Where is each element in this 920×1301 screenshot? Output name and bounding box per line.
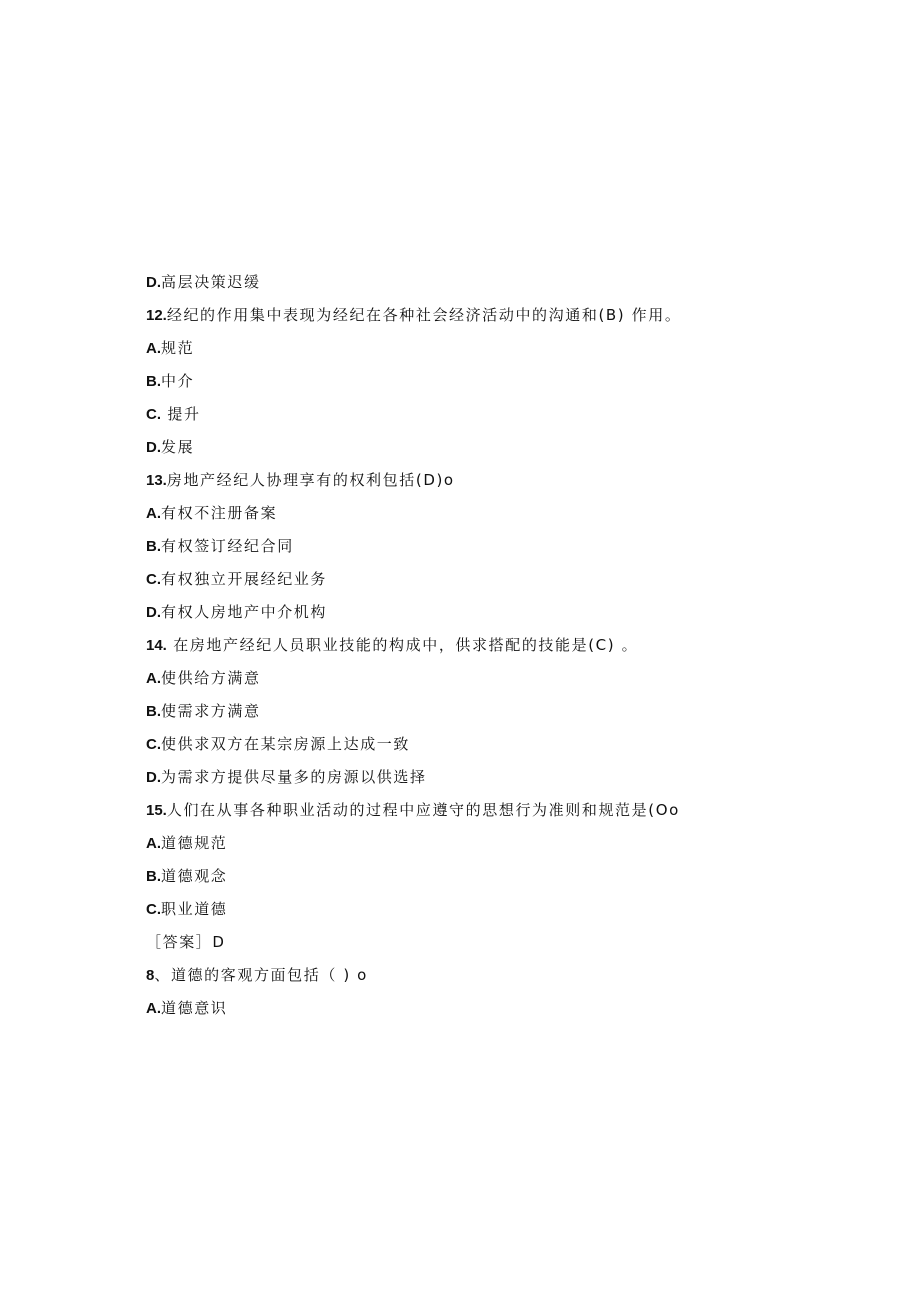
option-text: 发展 [161, 438, 195, 456]
option-line [146, 662, 846, 695]
option-mark: D. [146, 439, 161, 456]
question-line [146, 794, 846, 827]
question-text: 人们在从事各种职业活动的过程中应遵守的思想行为准则和规范是(Oo [166, 801, 680, 819]
option-line [146, 893, 846, 926]
option-line [146, 728, 846, 761]
option-text: 职业道德 [161, 900, 228, 918]
question-line [146, 299, 846, 332]
option-line [146, 827, 846, 860]
option-mark: C. [146, 736, 161, 753]
option-mark: C. [146, 406, 161, 423]
question-number: 15. [146, 802, 167, 819]
option-line [146, 332, 846, 365]
question-number: 12. [146, 307, 167, 324]
question-number: 14. [146, 637, 167, 654]
option-text: 有权签订经纪合同 [161, 537, 294, 555]
question-text: 房地产经纪人协理享有的权利包括(D)o [166, 471, 455, 489]
option-line [146, 266, 846, 299]
option-text: 使需求方满意 [161, 702, 261, 720]
option-mark: B. [146, 703, 161, 720]
option-text: 高层决策迟缓 [161, 273, 261, 291]
option-line [146, 596, 846, 629]
option-mark: A. [146, 670, 161, 687]
option-line [146, 563, 846, 596]
option-mark: B. [146, 373, 161, 390]
option-mark: C. [146, 901, 161, 918]
option-line [146, 860, 846, 893]
option-line [146, 695, 846, 728]
option-mark: A. [146, 340, 161, 357]
option-text: 提升 [161, 405, 201, 423]
question-number: 13. [146, 472, 167, 489]
option-mark: D. [146, 769, 161, 786]
option-mark: A. [146, 505, 161, 522]
option-text: 道德观念 [161, 867, 228, 885]
question-text: 经纪的作用集中表现为经纪在各种社会经济活动中的沟通和(B) 作用。 [166, 306, 682, 324]
option-mark: C. [146, 571, 161, 588]
option-text: 中介 [161, 372, 195, 390]
option-line [146, 992, 846, 1025]
option-text: 规范 [161, 339, 195, 357]
option-text: 有权人房地产中介机构 [161, 603, 328, 621]
question-line [146, 959, 846, 992]
option-mark: D. [146, 274, 161, 291]
answer-text: ［答案］D [146, 933, 226, 951]
option-text: 有权独立开展经纪业务 [161, 570, 328, 588]
option-mark: A. [146, 1000, 161, 1017]
option-line [146, 497, 846, 530]
option-text: 为需求方提供尽量多的房源以供选择 [161, 768, 427, 786]
question-number: 8 [146, 967, 155, 984]
option-mark: D. [146, 604, 161, 621]
option-mark: A. [146, 835, 161, 852]
option-text: 使供给方满意 [161, 669, 261, 687]
option-mark: B. [146, 538, 161, 555]
option-mark: B. [146, 868, 161, 885]
question-text: 在房地产经纪人员职业技能的构成中，供求搭配的技能是(C) 。 [166, 636, 639, 654]
option-line [146, 431, 846, 464]
option-text: 道德意识 [161, 999, 228, 1017]
option-line [146, 365, 846, 398]
option-text: 道德规范 [161, 834, 228, 852]
question-line [146, 464, 846, 497]
question-text: 、道德的客观方面包括（ ) o [154, 966, 368, 984]
option-line [146, 761, 846, 794]
answer-line [146, 926, 846, 959]
option-text: 有权不注册备案 [161, 504, 278, 522]
option-line [146, 530, 846, 563]
option-text: 使供求双方在某宗房源上达成一致 [161, 735, 411, 753]
option-line [146, 398, 846, 431]
question-list [146, 266, 846, 1025]
question-line [146, 629, 846, 662]
